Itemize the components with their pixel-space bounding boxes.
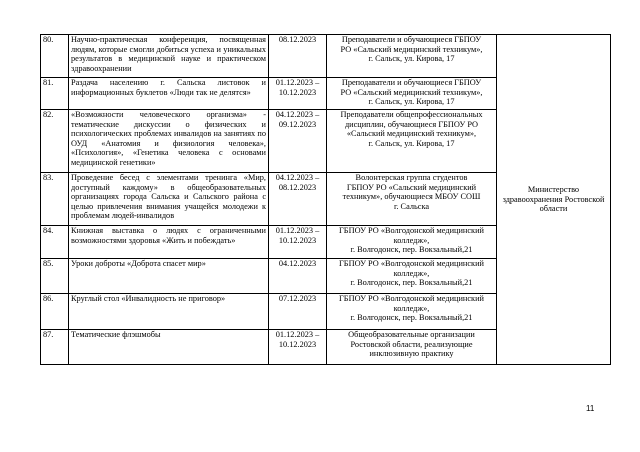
event-description: Тематические флэшмобы: [69, 330, 269, 365]
event-description: Научно-практическая конференция, посвященная людям, которые смогли добиться успеха и уникальных результатов в медицинской науке и практическом здравоохранении: [69, 35, 269, 78]
executor-line: колледж»,: [393, 303, 430, 313]
event-executors: [327, 173, 497, 226]
row-number: 86.: [41, 294, 69, 330]
date-line: 10.12.2023: [278, 87, 317, 97]
events-table: [40, 34, 611, 365]
event-executors: [327, 226, 497, 259]
executor-line: г. Сальск, ул. Кирова, 17: [368, 97, 455, 107]
event-executors: [327, 110, 497, 173]
executor-line: г. Сальска: [393, 201, 430, 211]
row-number: 87.: [41, 330, 69, 365]
executor-line: ГБПОУ РО «Волгодонской медицинский: [339, 226, 484, 235]
executor-line: ГБПОУ РО «Сальский медицинский: [346, 182, 477, 192]
row-number: 80.: [41, 35, 69, 78]
date-line: 09.12.2023: [278, 119, 317, 129]
executor-line: дисциплин, обучающиеся ГБПОУ РО: [344, 119, 479, 129]
event-dates: [269, 78, 327, 110]
date-line: 01.12.2023 –: [275, 78, 320, 87]
event-description: «Возможности человеческого организма» - тематические дискуссии о физических и психологических проблемах инвалидов на занятиях по ОУД «Анатомия и физиология человека», «Психология», «Генетика человека с основами медицинской генетики»: [69, 110, 269, 173]
event-dates: [269, 226, 327, 259]
executor-line: Общеобразовательные организации: [348, 330, 475, 339]
executor-line: Волонтерская группа студентов: [355, 173, 468, 182]
event-description: Книжная выставка о людях с ограниченными возможностями здоровья «Жить и побеждать»: [69, 226, 269, 259]
event-description: Проведение бесед с элементами тренинга «Мир, доступный каждому» в общеобразовательных организациях города Сальска и Сальского района с целью привлечения внимания учащейся молодежи к проблемам людей-инвалидов: [69, 173, 269, 226]
date-line: 08.12.2023: [278, 35, 317, 44]
responsible-organization: [497, 35, 611, 365]
event-executors: [327, 294, 497, 330]
executor-line: техникум», обучающиеся МБОУ СОШ: [342, 192, 481, 202]
date-line: 07.12.2023: [278, 294, 317, 303]
executor-line: РО «Сальский медицинский техникум»,: [340, 87, 483, 97]
event-dates: [269, 35, 327, 78]
row-number: 81.: [41, 78, 69, 110]
event-executors: [327, 330, 497, 365]
row-number: 83.: [41, 173, 69, 226]
event-description: Раздача населению г. Сальска листовок и информационных буклетов «Люди так не делятся»: [69, 78, 269, 110]
date-line: 04.12.2023: [278, 259, 317, 268]
executor-line: Ростовской области, реализующие: [350, 339, 473, 349]
executor-line: ГБПОУ РО «Волгодонской медицинский: [339, 259, 484, 268]
event-dates: [269, 294, 327, 330]
date-line: 10.12.2023: [278, 339, 317, 349]
event-dates: [269, 330, 327, 365]
row-number: 84.: [41, 226, 69, 259]
table-row: [41, 35, 611, 78]
page-number: 11: [586, 404, 595, 413]
executor-line: «Сальский медицинский техникум»,: [346, 129, 477, 139]
executor-line: г. Сальск, ул. Кирова, 17: [368, 138, 455, 148]
date-line: 01.12.2023 –: [275, 226, 320, 235]
event-executors: [327, 78, 497, 110]
event-executors: [327, 259, 497, 294]
executor-line: Преподаватели и обучающиеся ГБПОУ: [341, 35, 482, 44]
executor-line: РО «Сальский медицинский техникум»,: [340, 44, 483, 54]
event-description: Уроки доброты «Доброта спасет мир»: [69, 259, 269, 294]
event-dates: [269, 173, 327, 226]
event-description: Круглый стол «Инвалидность не приговор»: [69, 294, 269, 330]
executor-line: Преподаватели общепрофессиональных: [340, 110, 483, 119]
row-number: 82.: [41, 110, 69, 173]
date-line: 01.12.2023 –: [275, 330, 320, 339]
date-line: 10.12.2023: [278, 235, 317, 245]
executor-line: инклюзивную практику: [369, 349, 454, 359]
executor-line: Преподаватели и обучающиеся ГБПОУ: [341, 78, 482, 87]
row-number: 85.: [41, 259, 69, 294]
responsible-text: Министерство здравоохранения Ростовской области: [502, 185, 605, 214]
executor-line: г. Волгодонск, пер. Вокзальный,21: [350, 313, 473, 323]
date-line: 04.12.2023 –: [275, 173, 320, 182]
executor-line: г. Волгодонск, пер. Вокзальный,21: [350, 245, 473, 255]
event-executors: [327, 35, 497, 78]
executor-line: г. Сальск, ул. Кирова, 17: [368, 54, 455, 64]
executor-line: г. Волгодонск, пер. Вокзальный,21: [350, 278, 473, 288]
executor-line: колледж»,: [393, 235, 430, 245]
event-dates: [269, 259, 327, 294]
date-line: 04.12.2023 –: [275, 110, 320, 119]
executor-line: ГБПОУ РО «Волгодонской медицинский: [339, 294, 484, 303]
executor-line: колледж»,: [393, 268, 430, 278]
date-line: 08.12.2023: [278, 182, 317, 192]
event-dates: [269, 110, 327, 173]
